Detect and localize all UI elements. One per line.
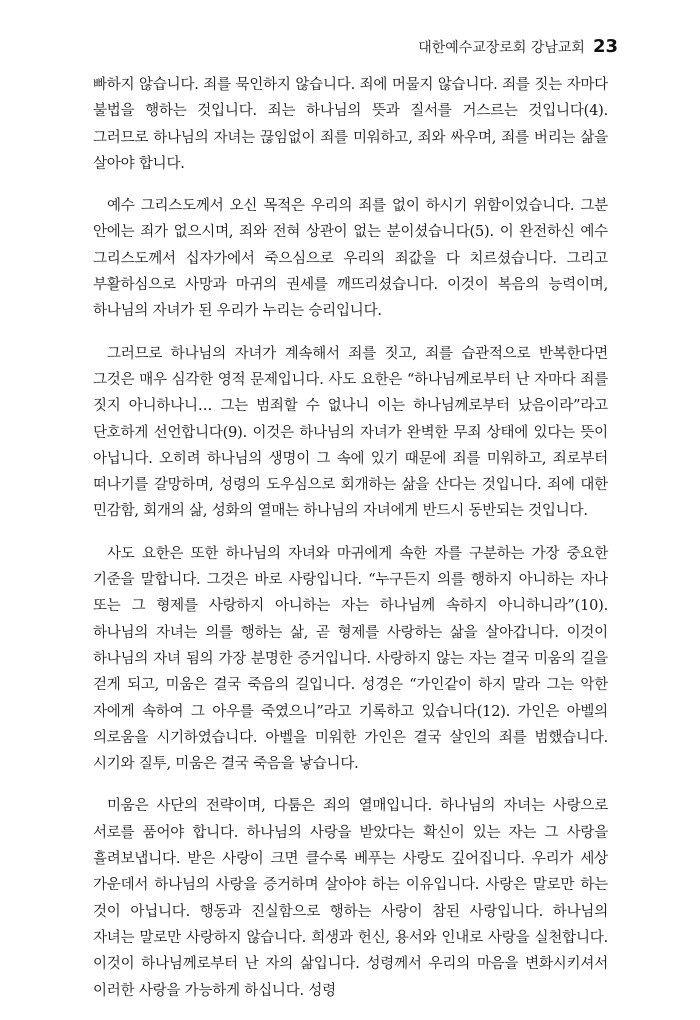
paragraph: 미움은 사단의 전략이며, 다툼은 죄의 열매입니다. 하나님의 자녀는 사랑으로 서로를 품어야 합니다. 하나님의 사랑을 받았다는 확신이 있는 자는 그 사랑을 흘려보냅니다. 받은 사랑이 크면 클수록 베푸는 사랑도 깊어집니다. 우리가 세상 가운데서 하나님의 사랑을 증거하며 살아야 하는 이유입니다. 사랑은 말로만 하는 것이 아닙니다. 행동과 진실함으로 행하는 사랑이 참된 사랑입니다. 하나님의 자녀는 말로만 사랑하지 않습니다. 희생과 헌신, 용서와 인내로 사랑을 실천합니다. 이것이 하나님께로부터 난 자의 삶입니다. 성령께서 우리의 마음을 변화시키셔서 이러한 사랑을 가능하게 하십니다. 성령 (93, 798, 608, 999)
paragraph: 예수 그리스도께서 오신 목적은 우리의 죄를 없이 하시기 위함이었습니다. 그분 안에는 죄가 없으시며, 죄와 전혀 상관이 없는 분이셨습니다(5). 이 완전하신 예수 그리스도께서 십자가에서 죽으심으로 우리의 죄값을 다 치르셨습니다. 그리고 부활하심으로 사망과 마귀의 권세를 깨뜨리셨습니다. 이것이 복음의 능력이며, 하나님의 자녀가 된 우리가 누리는 승리입니다. (93, 198, 608, 320)
paragraph: 빠하지 않습니다. 죄를 묵인하지 않습니다. 죄에 머물지 않습니다. 죄를 짓는 자마다 불법을 행하는 것입니다. 죄는 하나님의 뜻과 질서를 거스르는 것입니다(4). 그러므로 하나님의 자녀는 끊임없이 죄를 미워하고, 죄와 싸우며, 죄를 버리는 삶을 살아야 합니다. (93, 77, 608, 172)
page-number: 23 (592, 36, 618, 57)
paragraph: 사도 요한은 또한 하나님의 자녀와 마귀에게 속한 자를 구분하는 가장 중요한 기준을 말합니다. 그것은 바로 사랑입니다. “누구든지 의를 행하지 아니하는 자나 또는 그 형제를 사랑하지 아니하는 자는 하나님께 속하지 아니하니라”(10). 하나님의 자녀는 의를 행하는 삶, 곧 형제를 사랑하는 삶을 살아갑니다. 이것이 하나님의 자녀 됨의 가장 분명한 증거입니다. 사랑하지 않는 자는 결국 미움의 길을 걷게 되고, 미움은 결국 죽음의 길입니다. 성경은 “가인같이 하지 말라 그는 악한 자에게 속하여 그 아우를 죽였으니”라고 기록하고 있습니다(12). 가인은 아벨의 의로움을 시기하였습니다. 아벨을 미워한 가인은 결국 살인의 죄를 범했습니다. 시기와 질투, 미움은 결국 죽음을 낳습니다. (93, 545, 608, 773)
running-head: 대한예수교장로회 강남교회 (418, 40, 585, 56)
paragraph: 그러므로 하나님의 자녀가 계속해서 죄를 짓고, 죄를 습관적으로 반복한다면 그것은 매우 심각한 영적 문제입니다. 사도 요한은 “하나님께로부터 난 자마다 죄를 짓지 아니하나니… 그는 범죄할 수 없나니 이는 하나님께로부터 났음이라”라고 단호하게 선언합니다(9). 이것은 하나님의 자녀가 완벽한 무죄 상태에 있다는 뜻이 아닙니다. 오히려 하나님의 생명이 그 속에 있기 때문에 죄를 미워하고, 죄로부터 떠나기를 갈망하며, 성령의 도우심으로 회개하는 삶을 산다는 것입니다. 죄에 대한 민감함, 회개의 삶, 성화의 열매는 하나님의 자녀에게 반드시 동반되는 것입니다. (93, 345, 608, 520)
page-header (418, 36, 618, 57)
body-text (93, 72, 608, 1020)
